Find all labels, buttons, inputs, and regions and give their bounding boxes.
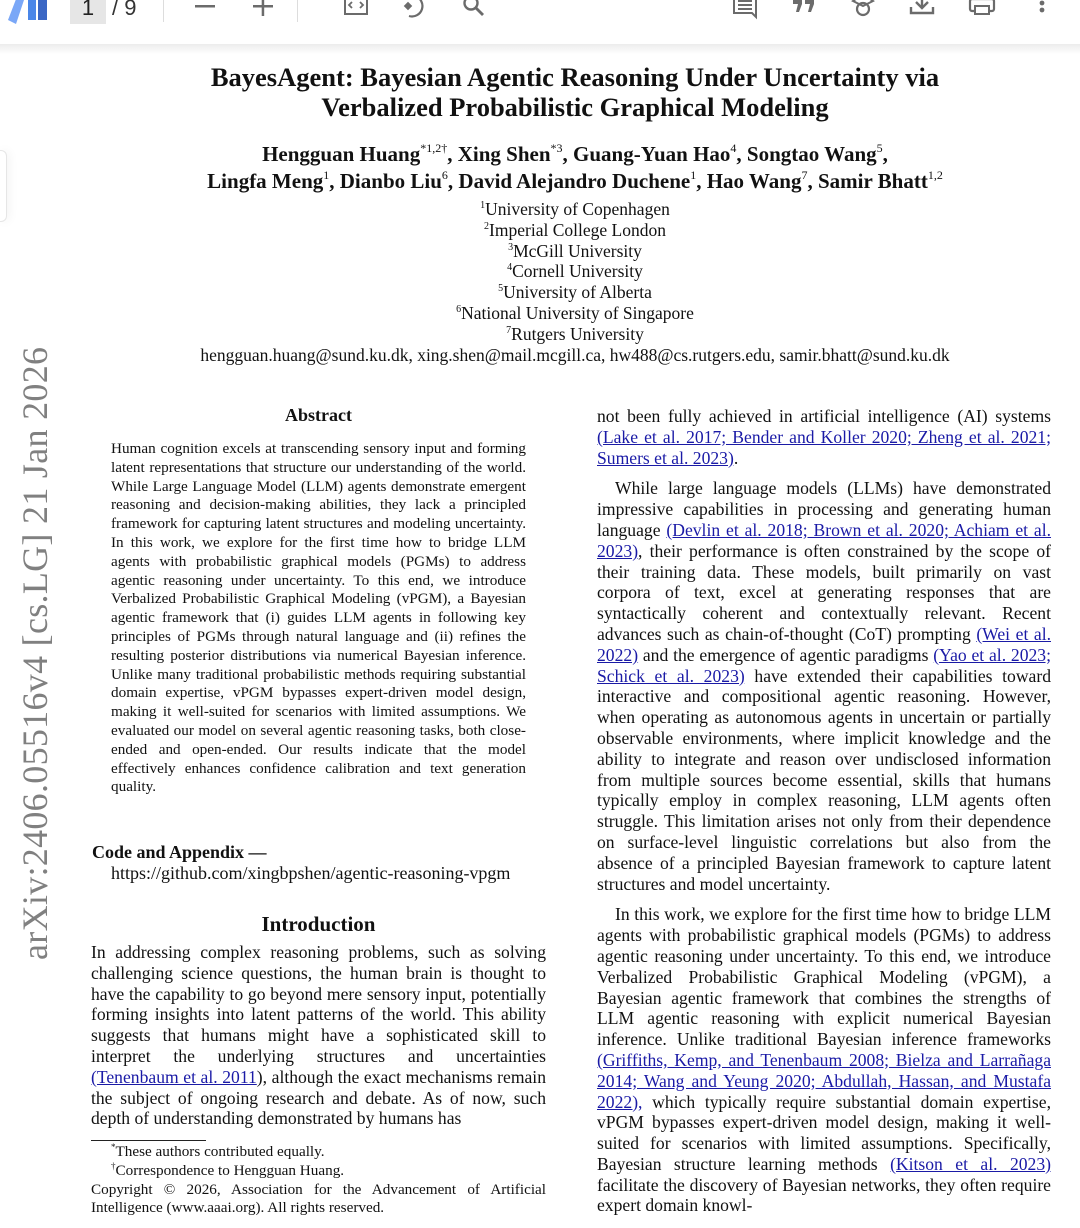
- sidebar-toggle-handle[interactable]: [0, 150, 7, 222]
- paragraph-text: not been fully achieved in artificial intelligence (AI) systems: [597, 406, 1051, 426]
- affiliation: [150, 261, 1000, 282]
- affiliation: [150, 324, 1000, 345]
- affiliation-list: [150, 199, 1000, 365]
- abstract-heading: Abstract: [285, 405, 352, 425]
- plus-icon: [249, 0, 277, 22]
- abstract-text: Human cognition excels at transcending sensory input and forming latent representations that structure our understanding of the world. While Large Language Model (LLM) agents demonstrate emergent reasoning and decision-making abilities, they lack a principled framework for capturing latent structures and modeling uncertainty. In this work, we explore for the first time how to bridge LLM agents with probabilistic graphical models (PGMs) to address agentic reasoning under uncertainty. To this end, we introduce Verbalized Probabilistic Graphical Modeling (vPGM), a Bayesian agentic framework that (i) guides LLM agents in following key principles of PGMs through natural language and (ii) refines the resulting posterior distributions via numerical Bayesian inference. Unlike many traditional probabilistic methods requiring substantial domain expertise, vPGM bypasses expert-driven model design, making it well-suited for scenarios with limited assumptions. We evaluated our model on several agentic reasoning tasks, both close-ended and open-ended. Our results indicate that the model effectively enhances confidence calibration and text generation quality.: [111, 440, 526, 796]
- minus-icon: [191, 0, 219, 22]
- zoom-in-button[interactable]: [247, 0, 279, 24]
- author-affil-marker: 4: [730, 141, 737, 155]
- scholar-button[interactable]: [847, 0, 879, 24]
- affiliation-name: University of Alberta: [503, 282, 652, 303]
- citation-link[interactable]: (Kitson et al. 2023): [890, 1153, 1051, 1174]
- paragraph-text: have extended their capabilities toward interactive and compositional agentic reasoning. However, when operating as autonomous agents in uncertain or partially observable environments, where implicit knowledge and the ability to integrate and reason over undisclosed information from multiple sources become essential, skills that humans typically employ in complex reasoning, LLM agents often struggle. This limitation arises not only from their dependence on surface-level linguistic correlations but also from the absence of a principled Bayesian framework to capture latent structures and model uncertainty.: [597, 665, 1052, 894]
- author-separator: ,: [447, 142, 458, 166]
- author-separator: ,: [329, 169, 340, 193]
- paragraph-text: , their performance is often constrained by the scope of their training data. These models, built primarily on vast corpora of text, excel at generating responses that are syntactically coherent and contextually relevant. Recent advances such as chain-of-thought (CoT) prompting: [597, 540, 1051, 644]
- more-vert-icon: [1028, 0, 1056, 22]
- affiliation-number: 2: [484, 220, 490, 232]
- citation-link[interactable]: (Griffiths, Kemp, and Tenenbaum 2008; Bielza and Larrañaga 2014; Wang and Yeung 2020; Abdullah, Hassan, and Mustafa 2022),: [597, 1049, 1051, 1112]
- toolbar-shadow: [0, 44, 1080, 54]
- footnote: [91, 1162, 546, 1181]
- search-button[interactable]: [458, 0, 490, 24]
- citation-link[interactable]: (Lake et al. 2017; Bender and Koller 2020; Zheng et al. 2021; Sumers et al. 2023): [597, 426, 1051, 468]
- author-separator: ,: [447, 169, 459, 193]
- affiliation: [150, 241, 1000, 262]
- footnotes: [91, 1143, 546, 1218]
- author-emails: hengguan.huang@sund.ku.dk, xing.shen@mail.mcgill.ca, hw488@cs.rutgers.edu, samir.bhatt@sund.ku.dk: [200, 344, 950, 365]
- citation-link[interactable]: (Yao et al. 2023; Schick et al. 2023): [597, 644, 1051, 686]
- code-appendix-heading: Code and Appendix —: [92, 842, 267, 862]
- introduction-heading: Introduction: [261, 912, 376, 936]
- scholar-cap-icon: [849, 0, 877, 22]
- citation-link[interactable]: (Wei et al. 2022): [597, 623, 1051, 665]
- print-icon: [968, 0, 996, 22]
- author-list: [150, 141, 1000, 195]
- author-separator: ,: [562, 142, 574, 166]
- affiliation-name: University of Copenhagen: [485, 199, 670, 219]
- fit-page-button[interactable]: [340, 0, 372, 24]
- paragraph-text: While large language models (LLMs) have demonstrated impressive capabilities in processing and generating human language: [597, 478, 1051, 540]
- author-name: Lingfa Meng: [207, 169, 324, 193]
- title-line-1: BayesAgent: Bayesian Agentic Reasoning Under Uncertainty via: [210, 62, 940, 92]
- right-column: [597, 406, 1051, 1216]
- code-url-link[interactable]: https://github.com/xingbpshen/agentic-reasoning-vpgm: [111, 863, 511, 883]
- author-name: Samir Bhatt: [817, 169, 928, 193]
- footnote-mark: *: [111, 1142, 116, 1152]
- citation-link[interactable]: (Tenenbaum et al. 2011: [91, 1066, 257, 1087]
- author-name: David Alejandro Duchene: [458, 169, 691, 193]
- author-name: Dianbo Liu: [339, 169, 442, 193]
- paragraph-text: In addressing complex reasoning problems, such as solving challenging science questions, the human brain is thought to have the capability to go beyond mere sensory input, potentially forming insights into latent patterns of the world. This ability suggests that humans might have a sophisticated skill to interpret the underlying structures and uncertainties: [91, 942, 546, 1066]
- author-line-1: [150, 141, 1000, 168]
- introduction-paragraph: [91, 942, 546, 1129]
- affiliation-name: National University of Singapore: [461, 302, 694, 323]
- author-affil-marker: *3: [550, 141, 563, 155]
- affiliation-number: 3: [508, 241, 514, 253]
- footnote-text: These authors contributed equally.: [115, 1143, 325, 1160]
- toolbar-divider: [297, 0, 298, 22]
- paragraph-text: which typically require substantial domain expertise, vPGM bypasses expert-driven model design, making it well-suited for scenarios with limited assumptions. Specifically, Bayesian structure learning methods: [597, 1091, 1051, 1174]
- affiliation: [150, 303, 1000, 324]
- footnote-text: Correspondence to Hengguan Huang.: [115, 1161, 345, 1179]
- paragraph: [597, 904, 1051, 1216]
- download-icon: [908, 0, 936, 22]
- copyright-notice: Copyright © 2026, Association for the Advancement of Artificial Intelligence (www.aaai.org). All rights reserved.: [91, 1180, 546, 1217]
- title-line-2: Verbalized Probabilistic Graphical Modeling: [321, 92, 829, 122]
- affiliation-name: Rutgers University: [511, 323, 644, 344]
- affiliation-name: McGill University: [513, 240, 642, 261]
- arxiv-identifier-stamp: arXiv:2406.05516v4 [cs.LG] 21 Jan 2026: [15, 346, 55, 960]
- affiliation-number: 4: [507, 262, 513, 274]
- cite-button[interactable]: [788, 0, 820, 24]
- page-number-input[interactable]: 1: [70, 0, 106, 24]
- app-logo-icon: [4, 0, 50, 24]
- rotate-icon: [401, 0, 429, 22]
- author-name: Guang-Yuan Hao: [573, 142, 731, 166]
- zoom-out-button[interactable]: [189, 0, 221, 24]
- more-options-button[interactable]: [1026, 0, 1058, 24]
- author-affil-marker: *1,2†: [420, 141, 448, 155]
- affiliation: [150, 282, 1000, 303]
- author-name: Hao Wang: [706, 169, 802, 193]
- paragraph-text: .: [733, 447, 739, 468]
- author-name: Hengguan Huang: [262, 142, 421, 166]
- affiliation-number: 5: [498, 283, 504, 295]
- footnote-rule: [91, 1140, 206, 1141]
- paragraph-text: In this work, we explore for the first time how to bridge LLM agents with probabilistic graphical models (PGMs) to address agentic reasoning under uncertainty. To this end, we introduce Verbalized Probabilistic Graphical Modeling (vPGM), a Bayesian agentic framework that combines the strengths of LLM agentic reasoning with explicit numerical Bayesian inference. Unlike traditional Bayesian inference frameworks: [597, 904, 1051, 1050]
- affiliation-number: 6: [456, 303, 462, 315]
- author-line-2: [150, 168, 1000, 195]
- comment-icon: [731, 0, 759, 22]
- quote-icon: [790, 0, 818, 22]
- affiliation-name: Imperial College London: [489, 219, 666, 240]
- author-affil-marker: 6: [441, 168, 448, 182]
- affiliation-name: Cornell University: [512, 261, 643, 282]
- footnote-mark: †: [111, 1160, 116, 1171]
- paragraph: [597, 406, 1051, 468]
- footnote: [91, 1143, 546, 1162]
- author-name: Xing Shen: [457, 142, 551, 166]
- affiliation-number: 7: [506, 324, 512, 336]
- affiliation: [150, 220, 1000, 241]
- author-affil-marker: 7: [801, 168, 808, 182]
- author-separator: ,: [807, 169, 818, 193]
- print-button[interactable]: [966, 0, 998, 24]
- author-separator: ,: [696, 169, 707, 193]
- annotations-button[interactable]: [729, 0, 761, 24]
- search-icon: [460, 0, 488, 22]
- paragraph-text: and the emergence of agentic paradigms: [638, 644, 934, 665]
- paper-title: [150, 62, 1000, 122]
- author-name: Songtao Wang: [746, 142, 877, 166]
- paragraph-text: facilitate the discovery of Bayesian networks, they often require expert domain knowl-: [597, 1174, 1051, 1216]
- page-total: / 9: [112, 0, 137, 20]
- download-button[interactable]: [906, 0, 938, 24]
- author-affil-marker: 1: [690, 168, 697, 182]
- author-separator: ,: [736, 142, 747, 166]
- pdf-toolbar: [0, 0, 1080, 44]
- author-separator: ,: [882, 142, 888, 166]
- author-affil-marker: 5: [876, 141, 883, 155]
- author-affil-marker: 1: [323, 168, 330, 182]
- paragraph-text: ), although the exact mechanisms remain the subject of ongoing research and debate. As of now, such depth of understanding demonstrated by humans has: [91, 1066, 546, 1129]
- citation-link[interactable]: (Devlin et al. 2018; Brown et al. 2020; Achiam et al. 2023): [597, 519, 1052, 561]
- toolbar-divider: [163, 0, 164, 22]
- paragraph: [597, 478, 1051, 894]
- rotate-button[interactable]: [399, 0, 431, 24]
- author-affil-marker: 1,2: [927, 168, 943, 182]
- affiliation: [150, 199, 1000, 220]
- fit-page-icon: [342, 0, 370, 22]
- affiliation-number: 1: [480, 200, 486, 211]
